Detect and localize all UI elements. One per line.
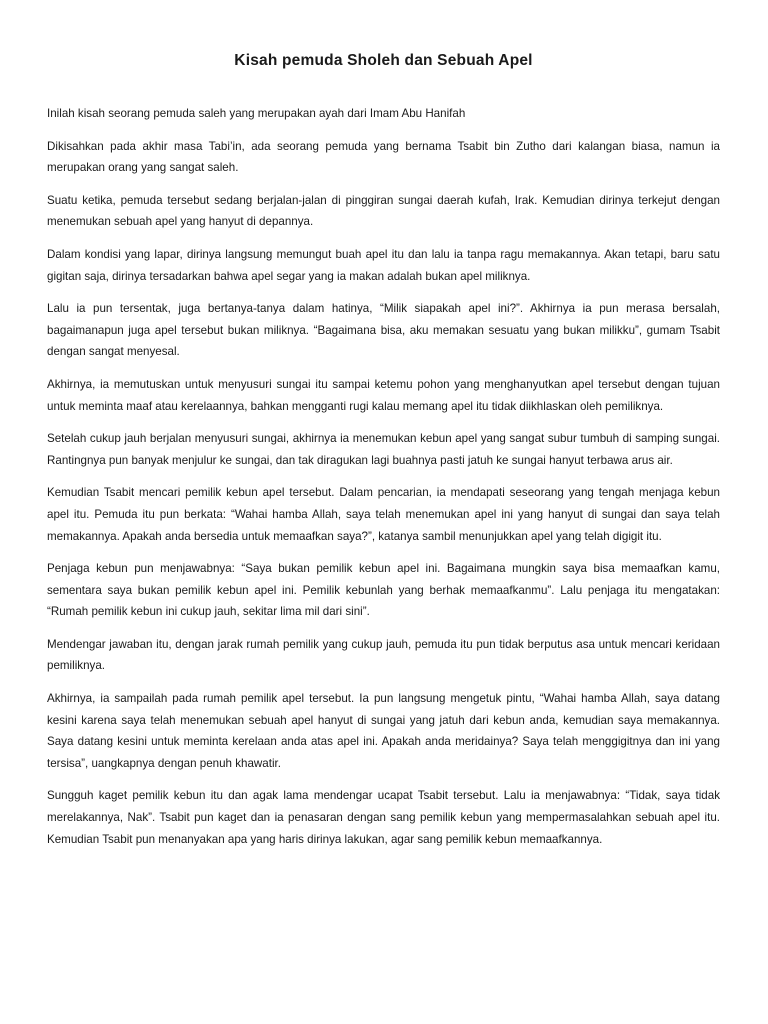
paragraph-9: Penjaga kebun pun menjawabnya: “Saya bukan pemilik kebun apel ini. Bagaimana mungkin saya bisa memaafkan kamu, sementara saya bukan pemilik kebun apel ini. Pemilik kebunlah yang berhak memaafkanmu”. Lalu penjaga itu mengatakan: “Rumah pemilik kebun ini cukup jauh, sekitar lima mil dari sini”. [47, 562, 720, 619]
document-title: Kisah pemuda Sholeh dan Sebuah Apel [234, 52, 533, 69]
paragraph-4: Dalam kondisi yang lapar, dirinya langsung memungut buah apel itu dan lalu ia tanpa ragu memakannya. Akan tetapi, baru satu gigitan saja, dirinya tersadarkan bahwa apel segar yang ia makan adalah bukan apel miliknya. [47, 247, 720, 283]
paragraph-12: Sungguh kaget pemilik kebun itu dan agak lama mendengar ucapat Tsabit tersebut. Lalu ia menjawabnya: “Tidak, saya tidak merelakannya, Nak”. Tsabit pun kaget dan ia penasaran dengan sang pemilik kebun yang mempermasalahkan sebuah apel itu. Kemudian Tsabit pun menanyakan apa yang haris dirinya lakukan, agar sang pemilik kebun memaafkannya. [47, 789, 720, 846]
paragraph-5: Lalu ia pun tersentak, juga bertanya-tanya dalam hatinya, “Milik siapakah apel ini?”. Akhirnya ia pun merasa bersalah, bagaimanapun juga apel tersebut bukan miliknya. “Bagaimana bisa, aku memakan sesuatu yang bukan milikku”, gumam Tsabit dengan sangat menyesal. [47, 302, 720, 359]
paragraph-11: Akhirnya, ia sampailah pada rumah pemilik apel tersebut. Ia pun langsung mengetuk pintu, “Wahai hamba Allah, saya datang kesini karena saya telah menemukan sebuah apel hanyut di sungai yang jatuh dari kebun anda, kemudian saya memakannya. Saya datang kesini untuk meminta kerelaan anda atas apel ini. Apakah anda meridainya? Saya telah menggigitnya dan ini yang tersisa”, uangkapnya dengan penuh khawatir. [47, 692, 720, 770]
document-page [47, 52, 720, 861]
paragraph-1: Inilah kisah seorang pemuda saleh yang merupakan ayah dari Imam Abu Hanifah [47, 107, 466, 120]
paragraph-10: Mendengar jawaban itu, dengan jarak rumah pemilik yang cukup jauh, pemuda itu pun tidak berputus asa untuk mencari keridaan pemiliknya. [47, 637, 720, 673]
paragraph-2: Dikisahkan pada akhir masa Tabi’in, ada seorang pemuda yang bernama Tsabit bin Zutho dari kalangan biasa, namun ia merupakan orang yang sangat saleh. [47, 139, 720, 175]
paragraph-3: Suatu ketika, pemuda tersebut sedang berjalan-jalan di pinggiran sungai daerah kufah, Irak. Kemudian dirinya terkejut dengan menemukan sebuah apel yang hanyut di depannya. [47, 193, 720, 229]
paragraph-6: Akhirnya, ia memutuskan untuk menyusuri sungai itu sampai ketemu pohon yang menghanyutkan apel tersebut dengan tujuan untuk meminta maaf atau kerelaannya, bahkan mengganti rugi kalau memang apel itu tidak diikhlaskan oleh pemiliknya. [47, 377, 720, 413]
paragraph-8: Kemudian Tsabit mencari pemilik kebun apel tersebut. Dalam pencarian, ia mendapati seseorang yang tengah menjaga kebun apel itu. Pemuda itu pun berkata: “Wahai hamba Allah, saya telah menemukan apel ini yang hanyut di sungai dan saya telah memakannya. Apakah anda bersedia untuk memaafkan saya?”, katanya sambil menunjukkan apel yang telah digigit itu. [47, 486, 720, 543]
paragraph-7: Setelah cukup jauh berjalan menyusuri sungai, akhirnya ia menemukan kebun apel yang sangat subur tumbuh di samping sungai. Rantingnya pun banyak menjulur ke sungai, dan tak diragukan lagi buahnya pasti jatuh ke sungai hanyut terbawa arus air. [47, 432, 720, 467]
